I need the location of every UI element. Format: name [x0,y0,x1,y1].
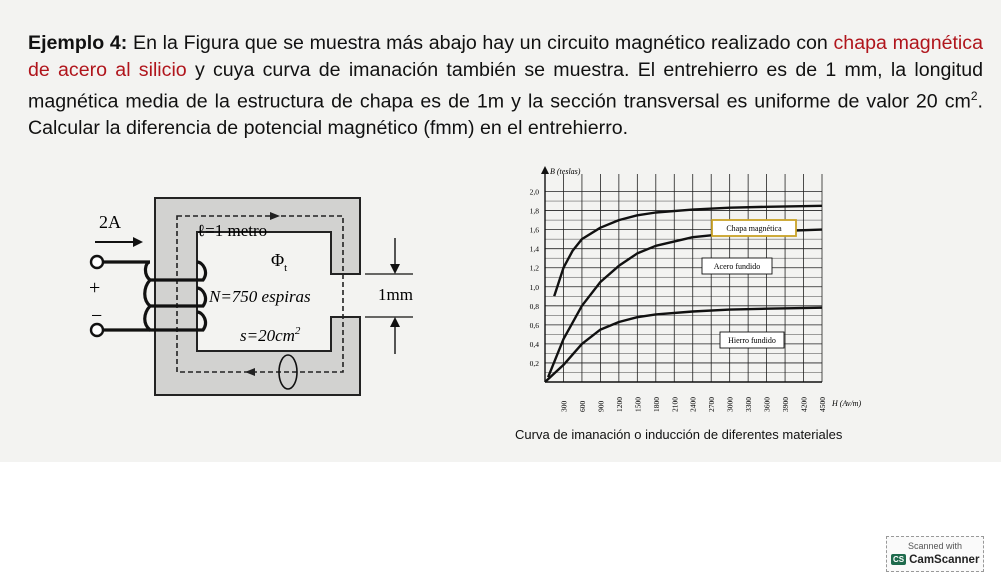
problem-statement [28,30,983,142]
length-label: ℓ=1 metro [197,221,268,240]
y-tick-label: 1,8 [529,206,539,216]
series-line-1 [548,230,822,378]
y-tick-label: 1,6 [529,225,539,235]
camscanner-watermark [886,536,984,572]
y-tick-label: 0,8 [529,301,539,311]
x-tick-label: 2700 [707,397,717,412]
x-axis-label: H (Av/m) [832,399,862,408]
x-tick-label: 4200 [799,397,809,412]
section-sup: 2 [294,325,301,337]
x-tick-label: 4500 [818,397,827,412]
plus-sign: + [89,277,101,299]
problem-text-1: En la Figura que se muestra más abajo hay un circuito magnético realizado con [127,32,834,54]
section-label [240,325,301,345]
watermark-line1: Scanned with [907,541,963,551]
gap-label: 1mm [378,285,413,304]
y-tick-label: 0,4 [529,339,539,349]
problem-sup: 2 [970,89,978,103]
legend-label-2: Hierro fundido [728,336,776,345]
current-label: 2A [99,212,121,232]
minus-sign: − [91,305,103,327]
y-tick-label: 1,0 [529,282,539,292]
x-tick-label: 900 [596,400,606,412]
x-tick-label: 600 [577,400,587,412]
y-axis-label: B (teslas) [550,167,581,176]
chart-grid [545,174,822,382]
legend-label-1: Acero fundido [713,262,761,271]
example-label: Ejemplo 4: [28,32,128,54]
y-tick-label: 2,0 [529,187,539,197]
x-tick-label: 300 [559,400,569,412]
x-tick-label: 1500 [633,397,643,412]
y-tick-label: 0,6 [529,320,539,330]
flux-subscript: t [284,262,288,274]
y-tick-label: 1,2 [529,263,539,273]
turns-label: N=750 espiras [209,287,311,306]
y-tick-label: 1,4 [529,244,539,254]
x-tick-label: 2400 [688,397,698,412]
x-tick-label: 1200 [614,397,624,412]
flux-symbol: Φ [271,250,285,270]
problem-text-2: y cuya curva de imanación también se muestra. El entrehierro es de 1 mm, la longitud magnética media de la estructura de chapa es de 1m y la sección transversal es uniforme de valor 20 cm [28,58,983,113]
terminal-plus [91,256,103,268]
chart-caption: Curva de imanación o inducción de diferentes materiales [515,427,843,442]
section-text: s=20cm [240,326,295,345]
material-highlight: chapa magnética de acero al silicio [28,32,983,81]
magnetic-circuit-diagram [85,196,430,406]
x-tick-label: 3600 [762,397,772,412]
watermark-line2 [891,554,979,566]
camscanner-logo-icon: CS [893,555,905,565]
problem-text-3: . Calcular la diferencia de potencial magnético (fmm) en el entrehierro. [28,90,983,140]
legend-label-0: Chapa magnética [726,224,782,233]
watermark-brand: CamScanner [909,554,980,566]
x-tick-label: 2100 [670,397,680,412]
x-tick-label: 3300 [744,397,754,412]
x-tick-label: 3000 [725,397,735,412]
magnetization-chart [500,160,880,422]
x-tick-label: 3900 [781,397,791,412]
x-tick-label: 1800 [651,397,661,412]
y-tick-label: 0,2 [529,358,539,368]
flux-label [271,250,287,274]
